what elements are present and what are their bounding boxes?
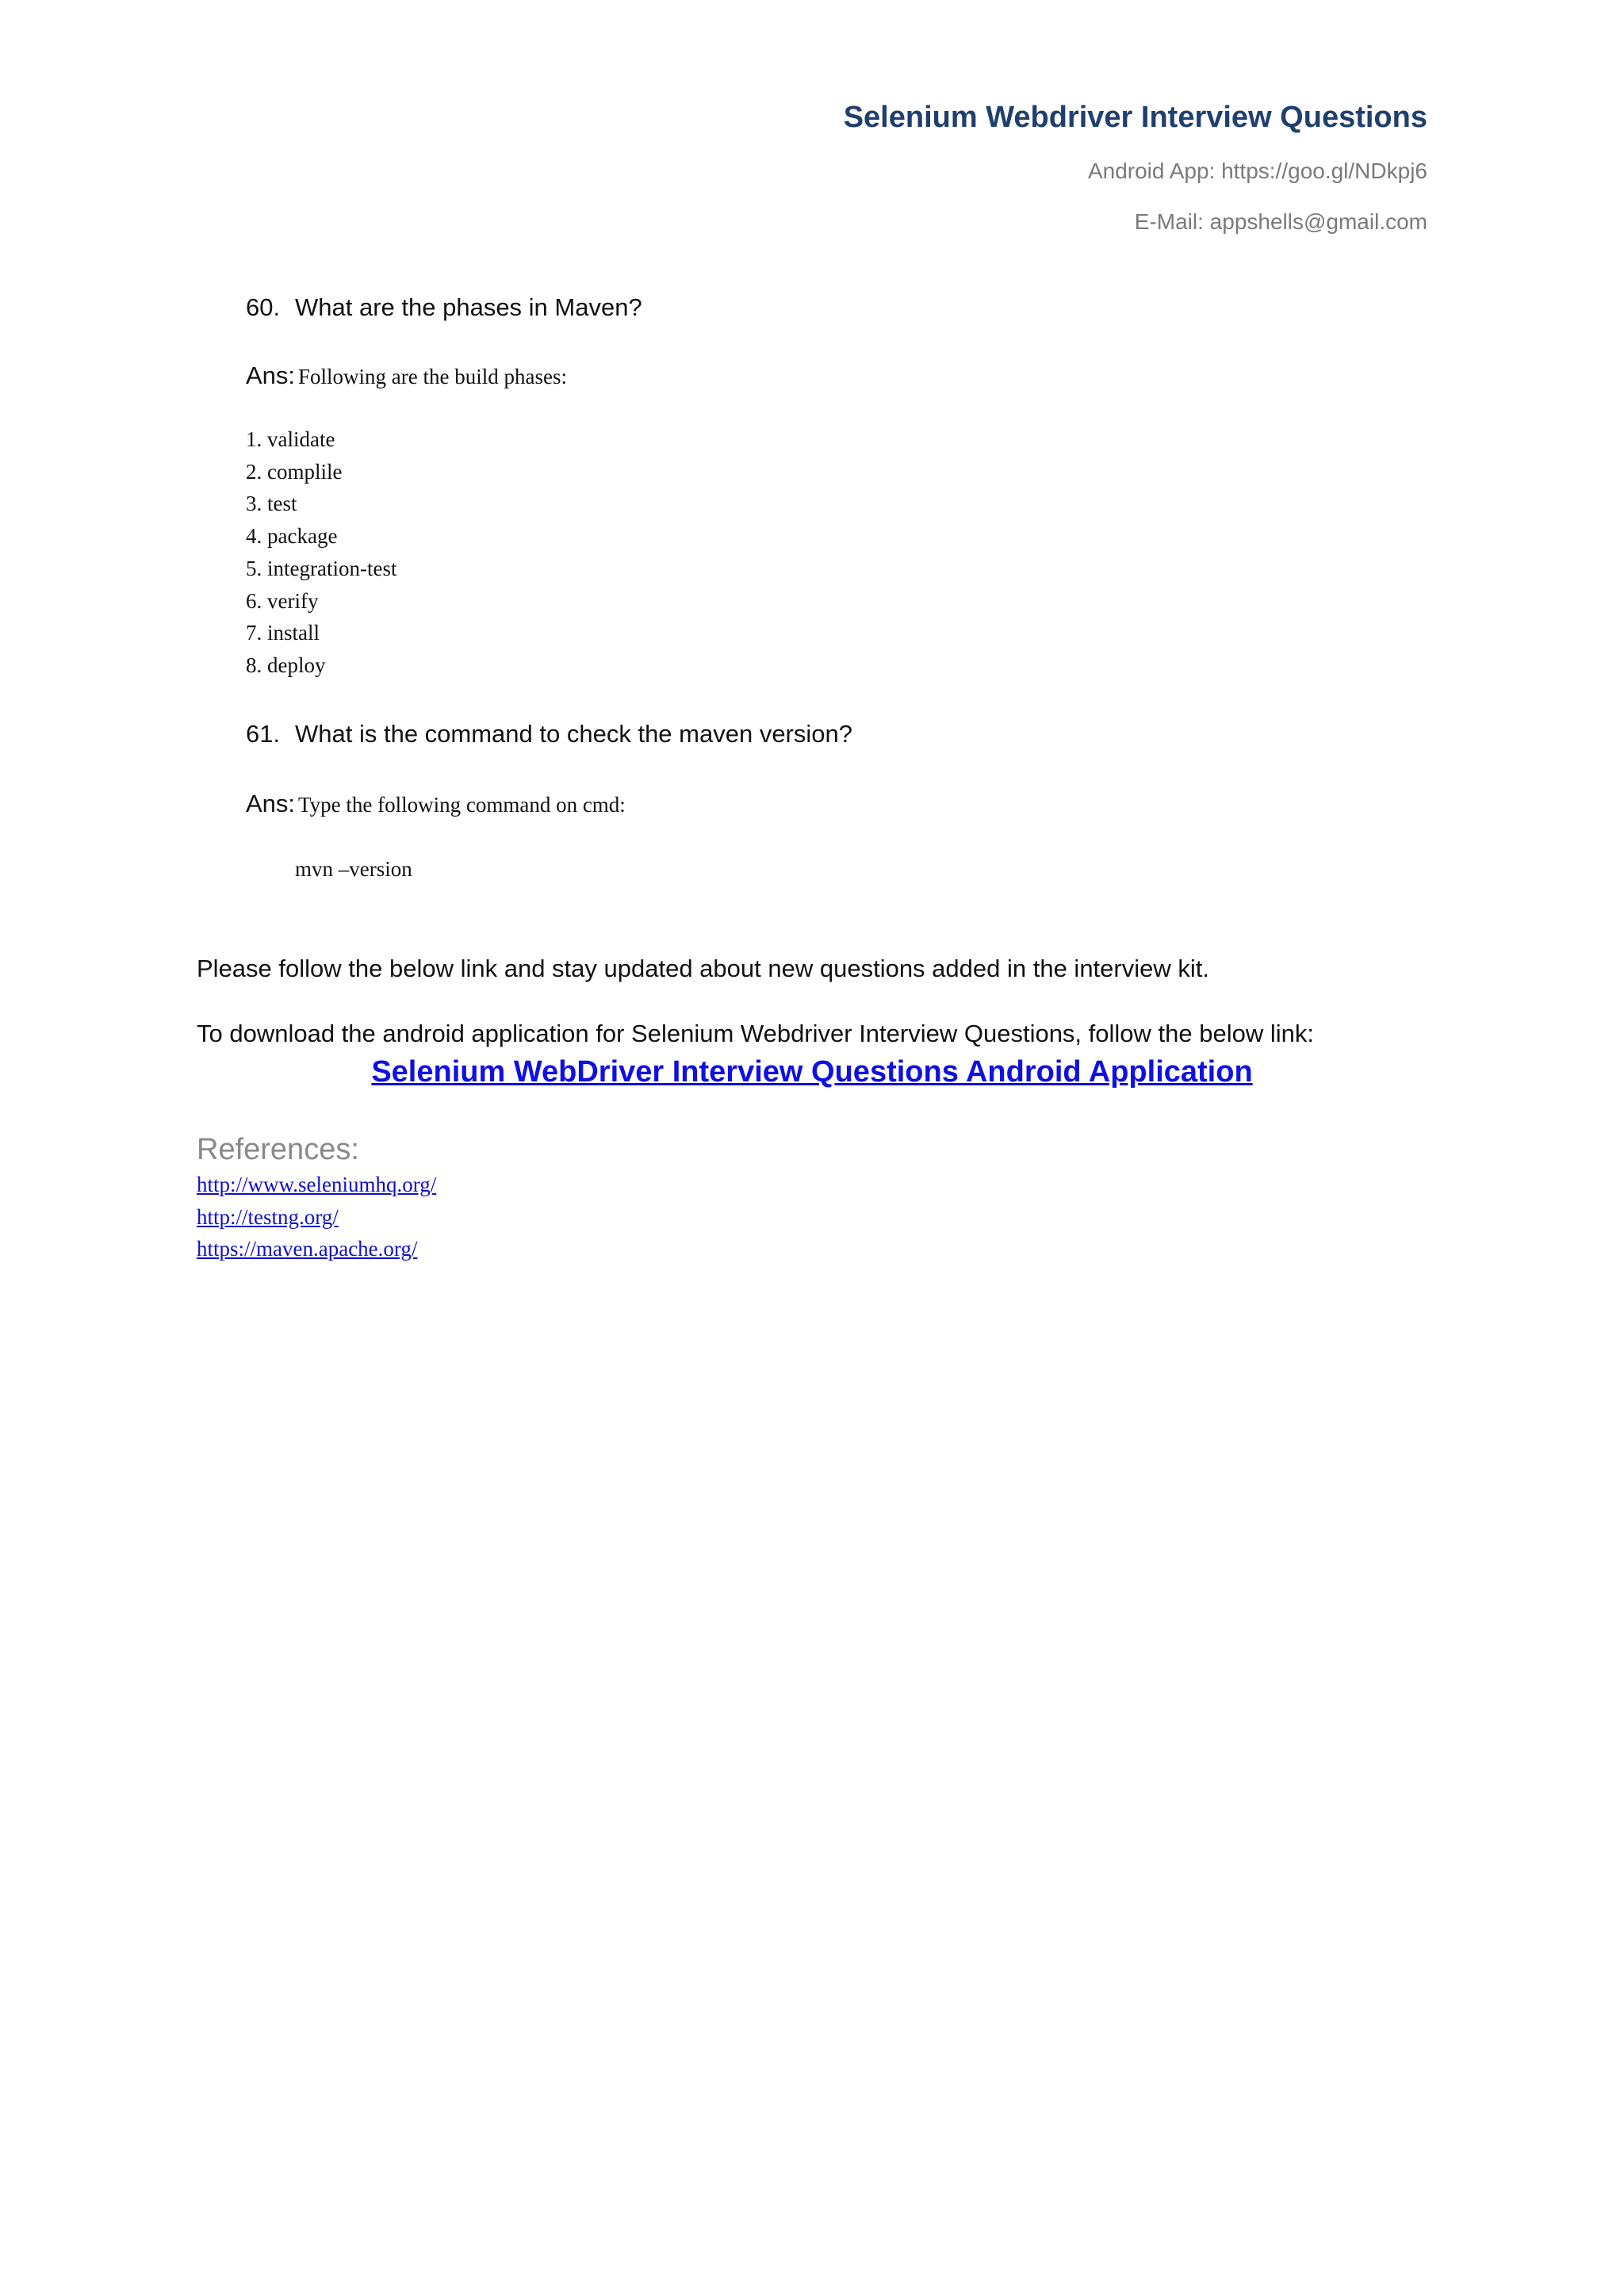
question-number: 60.	[246, 293, 281, 321]
follow-paragraph: Please follow the below link and stay updated about new questions added in the interview kit.	[197, 955, 1209, 982]
reference-link-seleniumhq[interactable]: http://www.seleniumhq.org/	[197, 1173, 437, 1196]
android-app-link[interactable]: Selenium WebDriver Interview Questions Android Application	[371, 1055, 1253, 1089]
list-item: 5. integration-test	[246, 556, 397, 580]
list-item: 7. install	[246, 621, 320, 645]
answer-61	[246, 786, 626, 826]
references-heading: References:	[197, 1133, 359, 1166]
maven-phase-list	[246, 423, 396, 682]
maven-version-command: mvn –version	[295, 857, 412, 881]
question-text: What is the command to check the maven version?	[295, 720, 852, 748]
download-paragraph: To download the android application for Selenium Webdriver Interview Questions, follow the below link:	[197, 1020, 1314, 1047]
list-item: 8. deploy	[246, 652, 326, 677]
reference-link-maven[interactable]: https://maven.apache.org/	[197, 1237, 418, 1261]
header-email: E-Mail: appshells@gmail.com	[1134, 209, 1427, 234]
answer-text: Following are the build phases:	[298, 365, 567, 388]
answer-60	[246, 358, 567, 398]
question-number: 61.	[246, 720, 281, 748]
header-title: Selenium Webdriver Interview Questions	[843, 101, 1427, 134]
answer-label: Ans:	[246, 790, 296, 817]
list-item: 6. verify	[246, 588, 319, 613]
page-header	[844, 97, 1427, 238]
reference-link-testng[interactable]: http://testng.org/	[197, 1204, 339, 1229]
answer-text: Type the following command on cmd:	[298, 793, 626, 817]
list-item: 1. validate	[246, 427, 335, 451]
question-60	[246, 290, 642, 325]
header-android-app: Android App: https://goo.gl/NDkpj6	[1087, 159, 1427, 183]
question-61	[246, 717, 852, 752]
question-text: What are the phases in Maven?	[295, 293, 642, 321]
answer-label: Ans:	[246, 362, 296, 389]
list-item: 2. complile	[246, 459, 343, 484]
list-item: 4. package	[246, 524, 338, 549]
references-list	[197, 1169, 436, 1265]
list-item: 3. test	[246, 492, 297, 516]
